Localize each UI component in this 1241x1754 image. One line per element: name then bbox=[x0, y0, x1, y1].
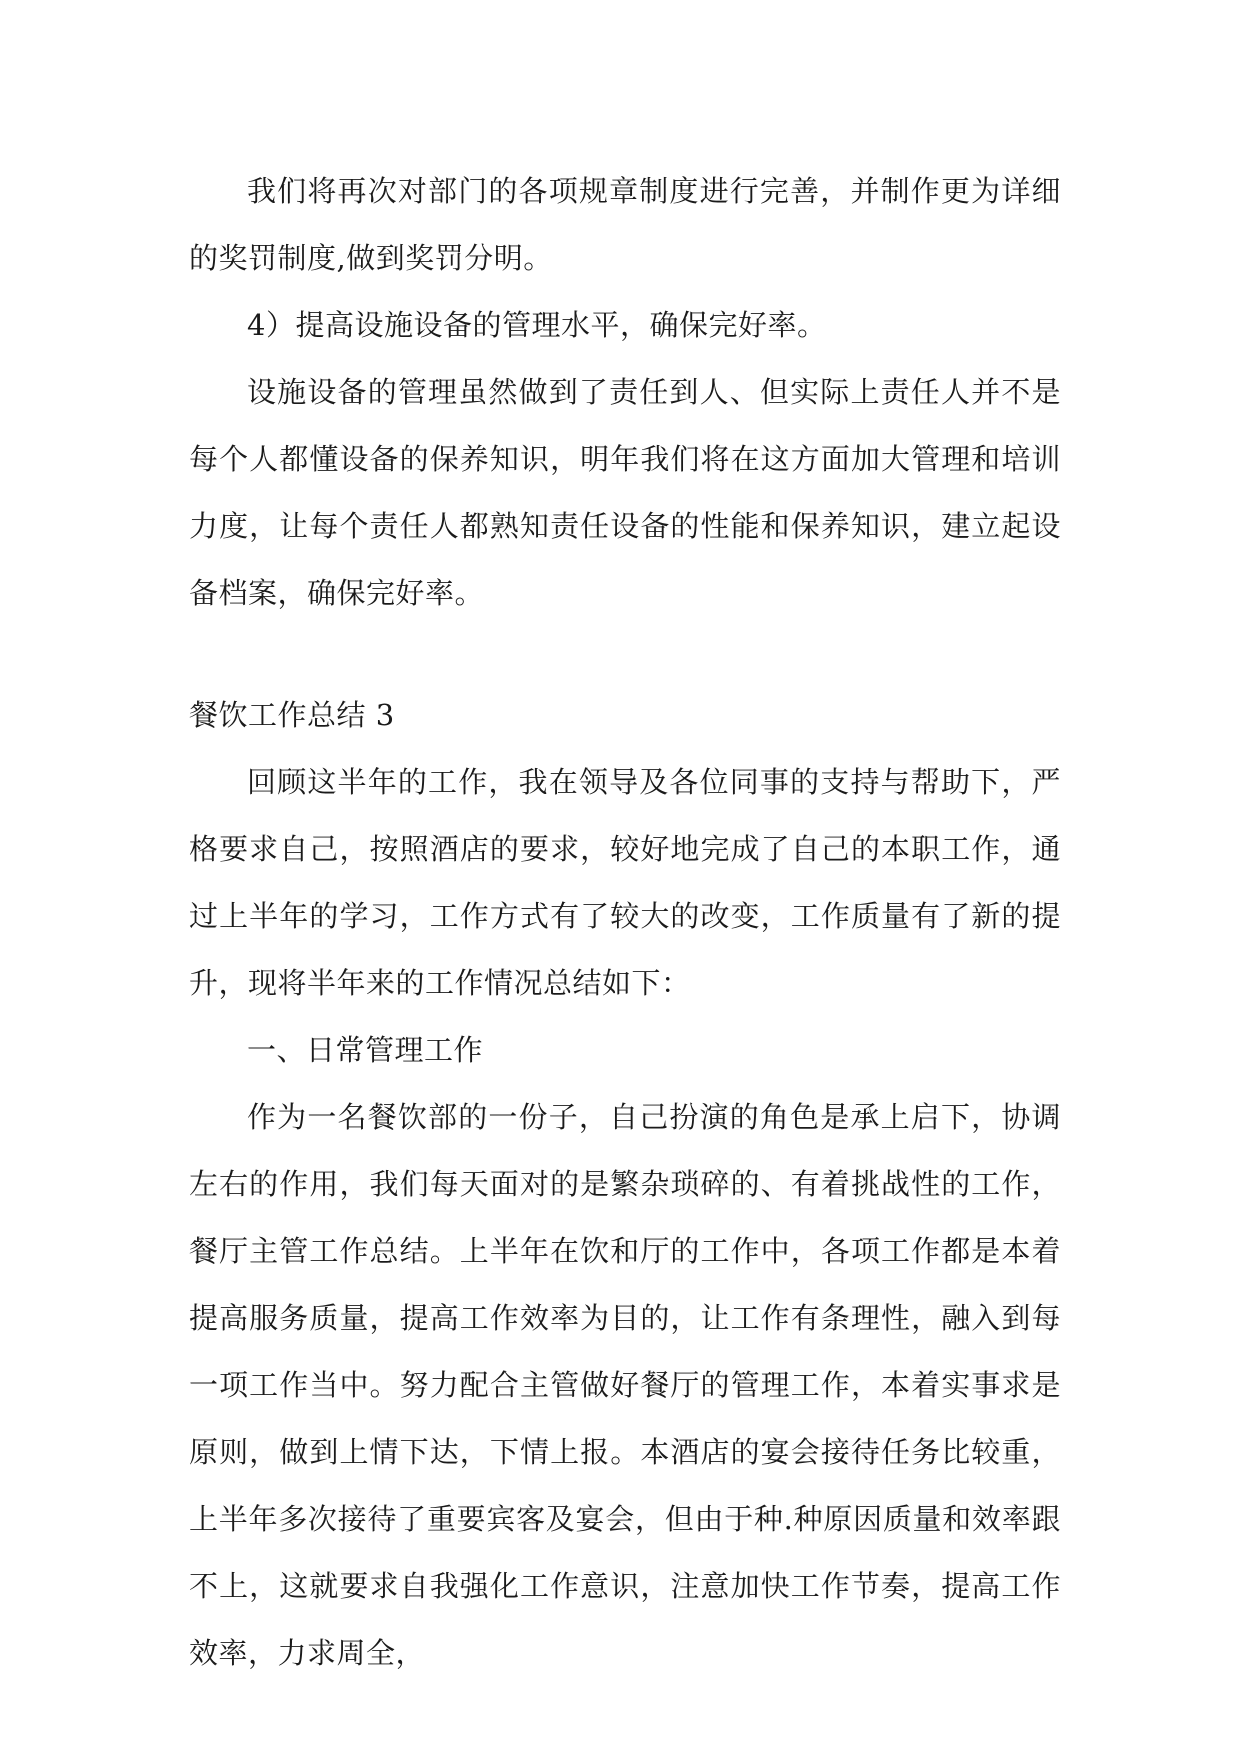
section-spacer bbox=[189, 627, 1061, 682]
paragraph-daily-management-heading: 一、日常管理工作 bbox=[247, 1033, 484, 1067]
paragraph-equipment-heading: 4）提高设施设备的管理水平，确保完好率。 bbox=[247, 308, 827, 342]
document-body bbox=[189, 158, 1061, 1687]
section-title: 餐饮工作总结 3 bbox=[189, 698, 395, 732]
paragraph-equipment-management: 设施设备的管理虽然做到了责任到人、但实际上责任人并不是每个人都懂设备的保养知识，明年我们将在这方面加大管理和培训力度，让每个责任人都熟知责任设备的性能和保养知识，建立起设备档案，确保完好率。 bbox=[189, 375, 1061, 610]
paragraph-review: 回顾这半年的工作，我在领导及各位同事的支持与帮助下，严格要求自己，按照酒店的要求，较好地完成了自己的本职工作，通过上半年的学习，工作方式有了较大的改变，工作质量有了新的提升，现将半年来的工作情况总结如下： bbox=[189, 765, 1061, 1000]
paragraph-rules-improvement: 我们将再次对部门的各项规章制度进行完善，并制作更为详细的奖罚制度,做到奖罚分明。 bbox=[189, 174, 1061, 275]
paragraph-daily-management: 作为一名餐饮部的一份子，自己扮演的角色是承上启下，协调左右的作用，我们每天面对的是繁杂琐碎的、有着挑战性的工作，餐厅主管工作总结。上半年在饮和厅的工作中，各项工作都是本着提高服务质量，提高工作效率为目的，让工作有条理性，融入到每一项工作当中。努力配合主管做好餐厅的管理工作，本着实事求是原则，做到上情下达，下情上报。本酒店的宴会接待任务比较重，上半年多次接待了重要宾客及宴会，但由于种.种原因质量和效率跟不上，这就要求自我强化工作意识，注意加快工作节奏，提高工作效率，力求周全， bbox=[189, 1100, 1061, 1670]
